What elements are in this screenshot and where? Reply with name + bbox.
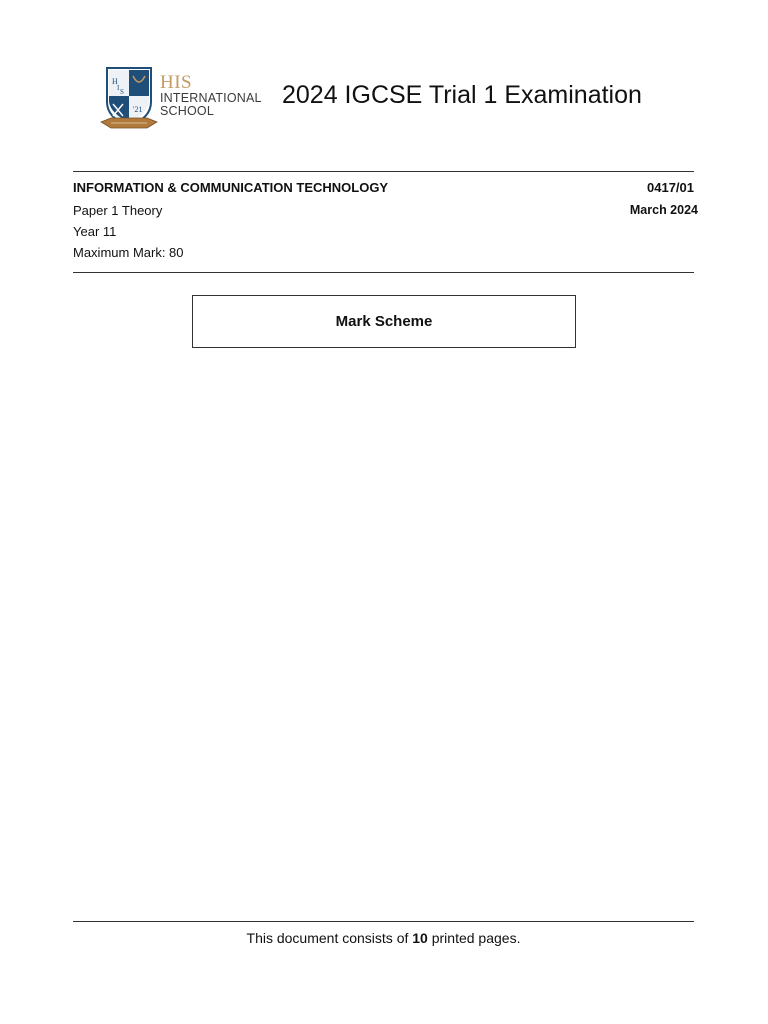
exam-title: 2024 IGCSE Trial 1 Examination — [282, 81, 642, 109]
svg-text:S: S — [120, 88, 124, 96]
logo-wordmark — [160, 73, 262, 118]
subject-name: INFORMATION & COMMUNICATION TECHNOLOGY — [73, 180, 389, 195]
school-logo — [99, 64, 269, 136]
year-level: Year 11 — [73, 224, 117, 239]
paper-name: Paper 1 Theory — [73, 203, 163, 218]
footer-prefix: This document consists of — [246, 930, 409, 946]
bottom-divider — [73, 921, 694, 922]
logo-name-line1: INTERNATIONAL — [160, 91, 262, 105]
logo-short-name: HIS — [160, 72, 193, 93]
svg-text:I: I — [117, 84, 120, 92]
subject-code: 0417/01 — [647, 180, 694, 195]
svg-text:H: H — [112, 77, 118, 86]
middle-divider — [73, 272, 694, 273]
footer-suffix: printed pages. — [431, 930, 521, 946]
footer-page-count: 10 — [412, 930, 428, 946]
page-count-note — [73, 930, 694, 946]
mark-scheme-box — [192, 295, 576, 348]
maximum-mark: Maximum Mark: 80 — [73, 245, 184, 260]
svg-text:'21: '21 — [133, 105, 143, 114]
exam-session: March 2024 — [629, 203, 698, 217]
top-divider — [73, 171, 694, 172]
logo-name-line2: SCHOOL — [160, 104, 214, 118]
school-crest-icon — [99, 64, 159, 134]
mark-scheme-label: Mark Scheme — [335, 313, 433, 330]
